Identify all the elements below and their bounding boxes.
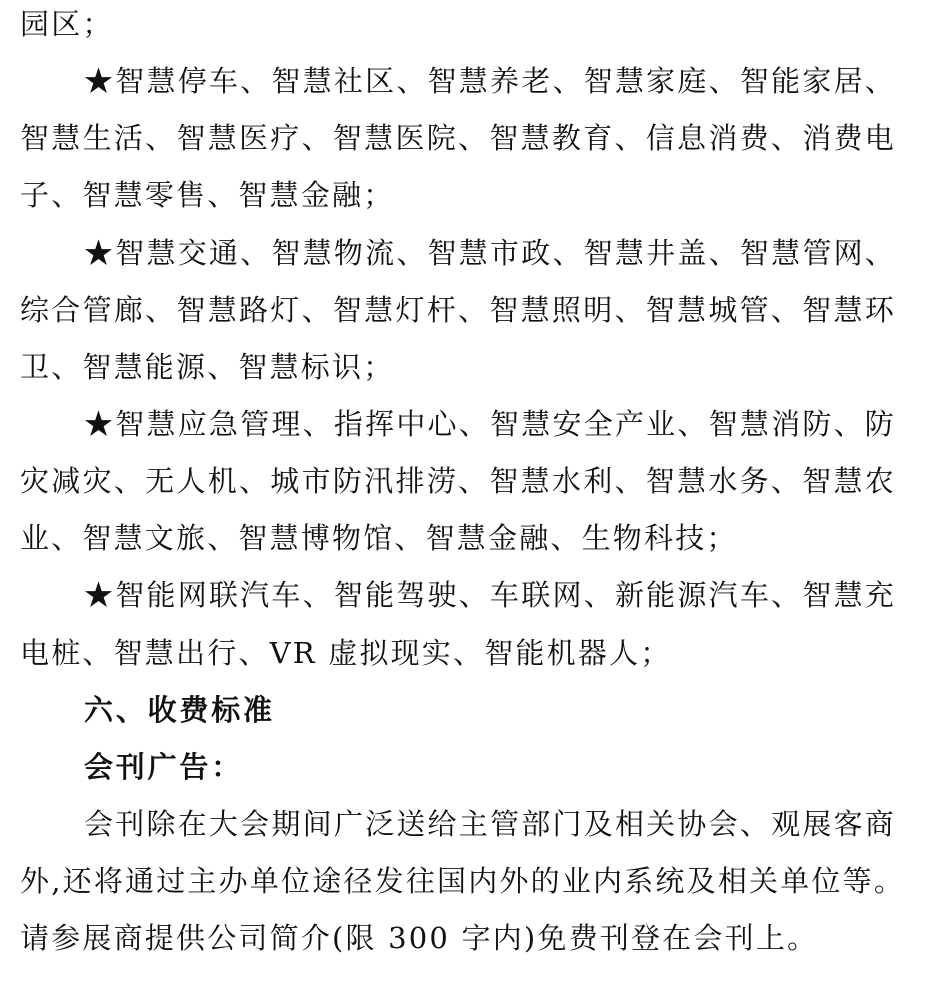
text-line-8: ★智慧应急管理、指挥中心、智慧安全产业、智慧消防、防: [84, 407, 896, 441]
text-line-11: ★智能网联汽车、智能驾驶、车联网、新能源汽车、智慧充: [84, 578, 896, 612]
text-line-10: 业、智慧文旅、智慧博物馆、智慧金融、生物科技；: [20, 521, 738, 555]
text-line-15: 会刊除在大会期间广泛送给主管部门及相关协会、观展客商: [84, 807, 896, 841]
text-line-9: 灾减灾、无人机、城市防汛排涝、智慧水利、智慧水务、智慧农: [20, 464, 896, 498]
subsection-heading: 会刊广告：: [84, 750, 244, 784]
text-line-6: 综合管廊、智慧路灯、智慧灯杆、智慧照明、智慧城管、智慧环: [20, 293, 896, 327]
text-line-2: ★智慧停车、智慧社区、智慧养老、智慧家庭、智能家居、: [84, 64, 896, 98]
text-line-3: 智慧生活、智慧医疗、智慧医院、智慧教育、信息消费、消费电: [20, 121, 896, 155]
text-line-1: 园区；: [20, 7, 114, 41]
section-heading: 六、收费标准: [84, 693, 275, 727]
text-line-12: 电桩、智慧出行、VR 虚拟现实、智能机器人；: [20, 636, 672, 670]
text-line-4: 子、智慧零售、智慧金融；: [20, 178, 395, 212]
text-line-16: 外,还将通过主办单位途径发往国内外的业内系统及相关单位等。: [20, 864, 906, 898]
text-line-17: 请参展商提供公司简介(限 300 字内)免费刊登在会刊上。: [20, 921, 819, 955]
text-line-7: 卫、智慧能源、智慧标识；: [20, 350, 395, 384]
text-line-5: ★智慧交通、智慧物流、智慧市政、智慧井盖、智慧管网、: [84, 236, 896, 270]
